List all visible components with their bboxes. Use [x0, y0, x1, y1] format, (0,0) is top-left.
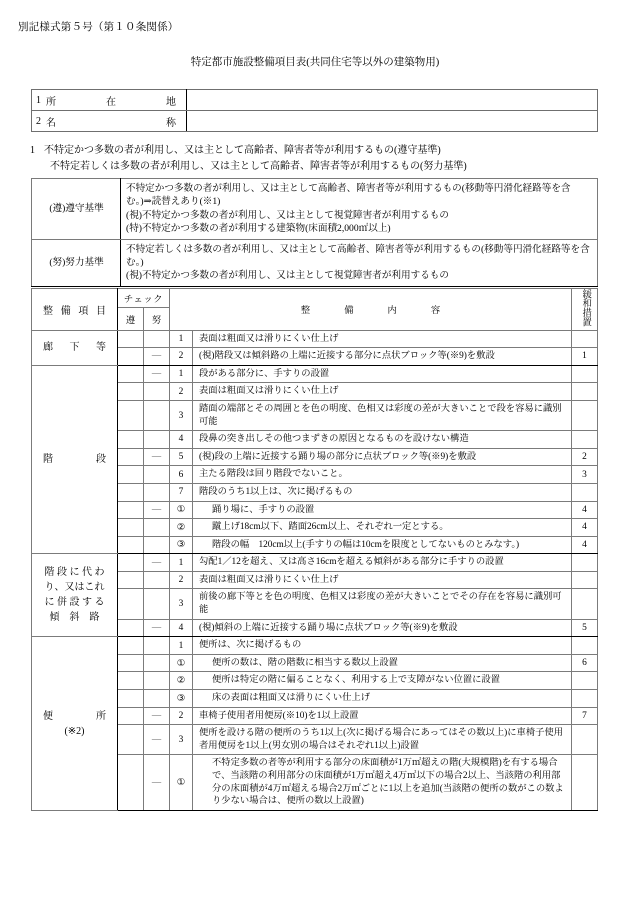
intro-block: [30, 143, 467, 175]
group-char: 段: [96, 454, 106, 466]
check-compliance-cell[interactable]: [118, 725, 144, 755]
relief-cell: [572, 431, 598, 449]
item-group-corridor: [32, 330, 118, 365]
intro-marker: 1: [30, 145, 35, 156]
check-compliance-cell[interactable]: [118, 672, 144, 690]
check-effort-cell[interactable]: [144, 571, 170, 589]
form-number: 別記様式第５号（第１０条関係）: [18, 22, 179, 33]
criteria-line: 不特定かつ多数の者が利用し、又は主として高齢者、障害者等が利用するもの(移動等円滑化経路等を含む。)⇒読替えあり(※1): [126, 183, 571, 208]
group-line: 階 段 に 代 わ: [44, 567, 105, 579]
row-number: 1: [170, 365, 193, 383]
group-char: 所: [96, 710, 106, 722]
header-char-c: 項: [78, 305, 89, 317]
group-line: に 併 設 す る: [44, 597, 105, 609]
criteria-line: (特)不特定かつ多数の者が利用する建築物(床面積2,000㎡以上): [126, 223, 391, 235]
header-char-b: 備: [344, 306, 354, 317]
relief-cell: [572, 690, 598, 708]
row-content: 階段のうち1以上は、次に掲げるもの: [193, 483, 572, 501]
check-compliance-cell[interactable]: [118, 755, 144, 810]
row-content: 前後の廊下等とを色の明度、色相又は彩度の差が大きいことでその存在を容易に識別可能: [193, 589, 572, 619]
relief-cell: 5: [572, 619, 598, 637]
row-content: 段がある部分に、手すりの設置: [193, 365, 572, 383]
check-effort-cell[interactable]: —: [144, 348, 170, 366]
row-number: 2: [170, 348, 193, 366]
check-compliance-cell[interactable]: [118, 431, 144, 449]
check-compliance-cell[interactable]: [118, 619, 144, 637]
check-effort-cell[interactable]: [144, 466, 170, 484]
check-compliance-cell[interactable]: [118, 589, 144, 619]
row-content-text: 床の表面は粗面又は滑りにくい仕上げ: [212, 693, 371, 704]
identity-row-number: 2: [36, 115, 41, 127]
row-content: [193, 654, 572, 672]
check-compliance-cell[interactable]: [118, 365, 144, 383]
check-effort-cell[interactable]: [144, 330, 170, 348]
row-content: 表面は粗面又は滑りにくい仕上げ: [193, 330, 572, 348]
check-effort-cell[interactable]: [144, 431, 170, 449]
table-row: [32, 554, 598, 572]
identity-label-char-c: 地: [166, 96, 176, 108]
identity-table: [31, 89, 598, 132]
criteria-key-effort: (努)努力基準: [32, 239, 121, 286]
relief-cell: 6: [572, 654, 598, 672]
column-header-check: チェック: [118, 289, 170, 308]
intro-line-2: 不特定若しくは多数の者が利用し、又は主として高齢者、障害者等が利用するもの(努力基準): [50, 161, 467, 172]
check-compliance-cell[interactable]: [118, 400, 144, 430]
check-effort-cell[interactable]: [144, 536, 170, 554]
check-compliance-cell[interactable]: [118, 654, 144, 672]
criteria-line: (視)不特定かつ多数の者が利用し、又は主として視覚障害者が利用するもの: [126, 270, 449, 282]
relief-cell: 4: [572, 519, 598, 537]
row-content: 便所は、次に掲げるもの: [193, 637, 572, 655]
intro-line-1-text: 不特定かつ多数の者が利用し、又は主として高齢者、障害者等が利用するもの(遵守基準): [44, 145, 441, 156]
check-effort-cell[interactable]: —: [144, 501, 170, 519]
check-effort-cell[interactable]: [144, 383, 170, 401]
row-number: 4: [170, 431, 193, 449]
check-effort-cell[interactable]: [144, 654, 170, 672]
check-compliance-cell[interactable]: [118, 554, 144, 572]
check-compliance-cell[interactable]: [118, 348, 144, 366]
row-content: 便所を設ける階の便所のうち1以上(次に掲げる場合にあってはその数以上)に車椅子使用者用便房を1以上(男女別の場合はそれぞれ1以上)設置: [193, 725, 572, 755]
group-line: り、又はこれ: [44, 582, 105, 594]
check-compliance-cell[interactable]: [118, 690, 144, 708]
column-header-relief-text: 緩和措置: [580, 289, 591, 327]
column-header-check-compliance: 遵: [118, 308, 144, 331]
row-number: 1: [170, 637, 193, 655]
relief-cell: 7: [572, 707, 598, 725]
header-char-d: 目: [95, 305, 106, 317]
row-number: 2: [170, 707, 193, 725]
row-content: 踏面の端部とその周囲とを色の明度、色相又は彩度の差が大きいことで段を容易に識別可能: [193, 400, 572, 430]
page-title: 特定都市施設整備項目表(共同住宅等以外の建築物用): [190, 57, 440, 68]
header-char-a: 整: [43, 305, 53, 317]
identity-label-char-b: 在: [106, 96, 116, 108]
relief-cell: [572, 365, 598, 383]
group-char: 等: [96, 342, 106, 354]
row-number: ②: [170, 519, 193, 537]
header-char-b: 備: [60, 305, 71, 317]
check-compliance-cell[interactable]: [118, 519, 144, 537]
check-effort-cell[interactable]: [144, 690, 170, 708]
row-number: ①: [170, 654, 193, 672]
check-effort-cell[interactable]: —: [144, 365, 170, 383]
row-number: ①: [170, 501, 193, 519]
row-number: 1: [170, 330, 193, 348]
identity-row-number: 1: [36, 94, 41, 106]
relief-cell: 1: [572, 348, 598, 366]
relief-cell: [572, 637, 598, 655]
criteria-table: [31, 178, 598, 287]
row-content-text: 階段の幅 120cm以上(手すりの幅は10cmを限度としてないものとみなす。): [212, 539, 520, 550]
relief-cell: [572, 400, 598, 430]
row-content: 表面は粗面又は滑りにくい仕上げ: [193, 571, 572, 589]
relief-cell: [572, 483, 598, 501]
check-compliance-cell[interactable]: [118, 637, 144, 655]
row-content: 表面は粗面又は滑りにくい仕上げ: [193, 383, 572, 401]
check-effort-cell[interactable]: [144, 637, 170, 655]
row-content: [193, 536, 572, 554]
check-effort-cell[interactable]: [144, 400, 170, 430]
item-group-ramp: [32, 554, 118, 637]
row-number: 6: [170, 466, 193, 484]
column-header-relief: [572, 289, 598, 331]
items-table: [31, 288, 598, 811]
row-content: [193, 501, 572, 519]
column-header-item: [32, 289, 118, 331]
item-group-stairs: [32, 365, 118, 554]
check-effort-cell[interactable]: —: [144, 707, 170, 725]
relief-cell: 2: [572, 448, 598, 466]
intro-line-1: [30, 143, 467, 159]
relief-cell: [572, 672, 598, 690]
column-header-content: [170, 289, 572, 331]
row-content-text: 蹴上げ18cm以下、踏面26cm以上、それぞれ一定とする。: [212, 522, 449, 533]
row-number: 1: [170, 554, 193, 572]
identity-label-char-a: 名: [46, 117, 56, 129]
criteria-value-compliance: [121, 179, 598, 240]
row-content: 段鼻の突き出しその他つまずきの原因となるものを設けない構造: [193, 431, 572, 449]
check-compliance-cell[interactable]: [118, 501, 144, 519]
check-compliance-cell[interactable]: [118, 571, 144, 589]
relief-cell: 4: [572, 501, 598, 519]
row-number: 7: [170, 483, 193, 501]
row-content: [193, 755, 572, 810]
identity-label-name: [32, 111, 187, 132]
row-number: ③: [170, 536, 193, 554]
check-compliance-cell[interactable]: [118, 466, 144, 484]
criteria-line: 不特定若しくは多数の者が利用し、又は主として高齢者、障害者等が利用するもの(移動等円滑化経路等を含む。): [126, 243, 590, 269]
check-effort-cell[interactable]: [144, 672, 170, 690]
check-compliance-cell[interactable]: [118, 536, 144, 554]
relief-cell: [572, 554, 598, 572]
column-header-check-effort: 努: [144, 308, 170, 331]
row-content-text: 便所は特定の階に偏ることなく、利用する上で支障がない位置に設置: [212, 675, 501, 686]
check-effort-cell[interactable]: —: [144, 755, 170, 810]
check-effort-cell[interactable]: [144, 589, 170, 619]
table-row: [32, 637, 598, 655]
row-number: 2: [170, 571, 193, 589]
check-effort-cell[interactable]: —: [144, 725, 170, 755]
check-compliance-cell[interactable]: [118, 383, 144, 401]
check-effort-cell[interactable]: [144, 519, 170, 537]
criteria-key-compliance: (遵)遵守基準: [32, 179, 121, 240]
row-content: 車椅子使用者用便房(※10)を1以上設置: [193, 707, 572, 725]
row-number: 4: [170, 619, 193, 637]
group-char: 便: [43, 710, 53, 722]
relief-cell: [572, 725, 598, 755]
identity-value-location[interactable]: [187, 90, 598, 111]
row-number: 3: [170, 400, 193, 430]
row-content: [193, 690, 572, 708]
row-content: (視)段の上端に近接する踊り場の部分に点状ブロック等(※9)を敷設: [193, 448, 572, 466]
relief-cell: 3: [572, 466, 598, 484]
check-effort-cell[interactable]: —: [144, 554, 170, 572]
row-number: 2: [170, 383, 193, 401]
header-char-c: 内: [387, 306, 397, 317]
identity-label-char-a: 所: [46, 96, 56, 108]
row-number: 3: [170, 589, 193, 619]
table-header-row: [32, 289, 598, 308]
row-number: 3: [170, 725, 193, 755]
identity-value-name[interactable]: [187, 111, 598, 132]
identity-label-char-c: 称: [166, 117, 176, 129]
header-char-a: 整: [300, 306, 311, 317]
criteria-line: (視)不特定かつ多数の者が利用し、又は主として視覚障害者が利用するもの: [126, 209, 449, 221]
row-number: ①: [170, 755, 193, 810]
table-row: [32, 330, 598, 348]
relief-cell: [572, 589, 598, 619]
criteria-value-effort: [121, 239, 598, 286]
table-row: [32, 111, 598, 132]
group-note: (※2): [64, 725, 85, 737]
table-row: [32, 239, 598, 286]
check-effort-cell[interactable]: —: [144, 619, 170, 637]
row-content: 主たる階段は回り階段でないこと。: [193, 466, 572, 484]
group-char: 廊: [43, 342, 53, 354]
row-number: ③: [170, 690, 193, 708]
row-number: ②: [170, 672, 193, 690]
relief-cell: [572, 755, 598, 810]
row-content-text: 便所の数は、階の階数に相当する数以上設置: [212, 657, 398, 668]
row-content: [193, 519, 572, 537]
row-content-text: 不特定多数の者等が利用する部分の床面積が1万㎡超えの階(大規模階)を有する場合で、当該階の利用部分の床面積が1万㎡超え4万㎡以下の場合2以上、当該階の利用部分の床面積が4万㎡超える場合2万㎡ごとに1以上を追加(当該階の便所の数がこの数より少ない場合は、便所の数以上設置): [212, 758, 564, 807]
check-effort-cell[interactable]: —: [144, 448, 170, 466]
check-compliance-cell[interactable]: [118, 448, 144, 466]
group-line: 傾 斜 路: [49, 612, 100, 624]
relief-cell: 4: [572, 536, 598, 554]
table-row: [32, 179, 598, 240]
table-row: [32, 90, 598, 111]
row-content: (視)階段又は傾斜路の上端に近接する部分に点状ブロック等(※9)を敷設: [193, 348, 572, 366]
check-compliance-cell[interactable]: [118, 707, 144, 725]
row-content-text: 踊り場に、手すりの設置: [212, 504, 315, 515]
group-char: 階: [43, 454, 53, 466]
item-group-toilet: [32, 637, 118, 811]
header-char-d: 容: [430, 306, 441, 317]
row-content: [193, 672, 572, 690]
group-char: 下: [69, 342, 80, 354]
identity-label-location: [32, 90, 187, 111]
relief-cell: [572, 383, 598, 401]
check-compliance-cell[interactable]: [118, 483, 144, 501]
table-row: [32, 365, 598, 383]
check-compliance-cell[interactable]: [118, 330, 144, 348]
row-content: (視)傾斜の上端に近接する踊り場に点状ブロック等(※9)を敷設: [193, 619, 572, 637]
relief-cell: [572, 571, 598, 589]
row-number: 5: [170, 448, 193, 466]
row-content: 勾配1／12を超え、又は高さ16cmを超える傾斜がある部分に手すりの設置: [193, 554, 572, 572]
check-effort-cell[interactable]: [144, 483, 170, 501]
relief-cell: [572, 330, 598, 348]
